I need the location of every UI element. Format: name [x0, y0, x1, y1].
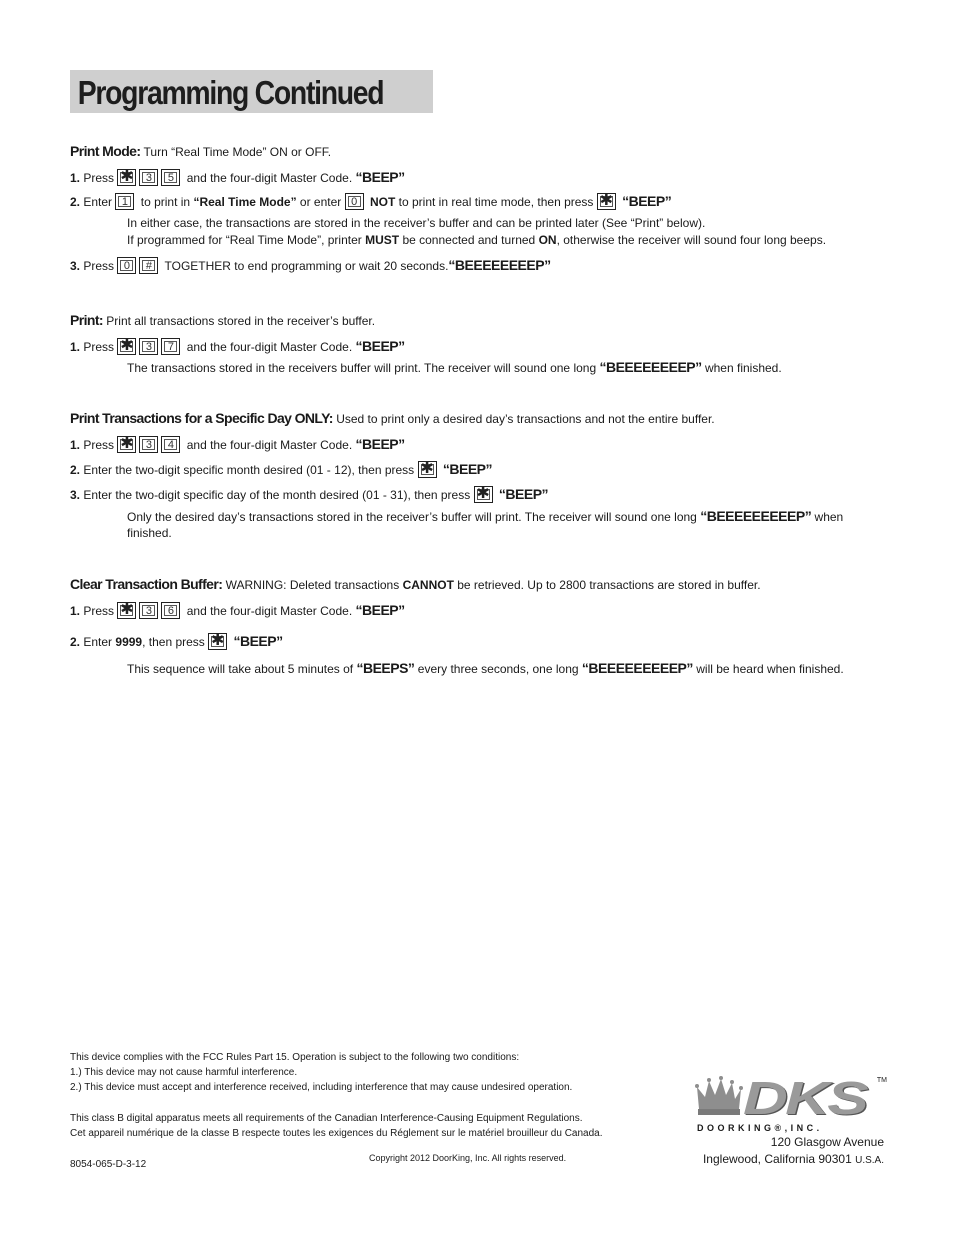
print-desc: Print all transactions stored in the receiver’s buffer. — [106, 314, 376, 328]
step-text: Press — [83, 438, 115, 452]
step-text: Enter — [83, 195, 113, 209]
beep-text: “BEEP” — [498, 486, 549, 502]
key-1-icon: 1 — [115, 193, 134, 210]
beep-text: “BEEP” — [442, 461, 492, 477]
print-heading-row — [70, 312, 375, 329]
print-mode-step-2 — [70, 193, 671, 210]
print-mode-step-3 — [70, 257, 551, 274]
star-key-icon: ✱ — [208, 633, 227, 650]
star-key-icon: ✱ — [117, 338, 136, 355]
step-text: to print in — [140, 195, 191, 209]
print-mode-heading: Print Mode: — [70, 143, 141, 159]
print-note: The transactions stored in the receivers buffer will print. The receiver will sound one long “BEEEEEEEEP” when finished. — [127, 359, 782, 375]
star-key-icon: ✱ — [117, 169, 136, 186]
print-day-step-1 — [70, 436, 405, 453]
print-mode-desc: Turn “Real Time Mode” ON or OFF. — [143, 145, 332, 159]
print-mode-heading-row — [70, 143, 331, 160]
clear-heading: Clear Transaction Buffer: — [70, 576, 223, 592]
clear-desc: WARNING: Deleted transactions — [225, 578, 400, 592]
step-text: Enter the two-digit specific day of the month desired (01 - 31), then press — [83, 488, 471, 502]
print-day-desc: Used to print only a desired day’s transactions and not the entire buffer. — [336, 412, 715, 426]
step-number: 3. — [70, 259, 81, 273]
star-key-icon: ✱ — [117, 602, 136, 619]
key-0-icon: 0 — [117, 257, 136, 274]
step-number: 1. — [70, 438, 81, 452]
step-number: 3. — [70, 488, 81, 502]
canada-notice: This class B digital apparatus meets all requirements of the Canadian Interference-Causing Equipment Regulations. Cet appareil numérique de la classe B respecte toutes les exigences du Réglement sur le matériel brouilleur du Canada. — [70, 1113, 603, 1139]
step-text: TOGETHER to end programming or wait 20 seconds. — [164, 259, 449, 273]
step-text: Press — [83, 259, 115, 273]
clear-step-1 — [70, 602, 405, 619]
print-mode-note-1: In either case, the transactions are stored in the receiver’s buffer and can be printed later (See “Print” below). — [127, 216, 706, 230]
clear-desc: be retrieved. Up to 2800 transactions are stored in buffer. — [457, 578, 761, 592]
key-4-icon: 4 — [161, 436, 180, 453]
step-text: , then press — [142, 635, 205, 649]
step-number: 2. — [70, 463, 81, 477]
address-line-2: Inglewood, California 90301 U.S.A. — [702, 1152, 884, 1166]
title-bar — [70, 70, 433, 113]
fcc-notice: This device complies with the FCC Rules Part 15. Operation is subject to the following two conditions: 1.) This device may not cause harmful interference. 2.) This device must accept and interference received, including interference that may cause undesired operation. — [70, 1052, 573, 1093]
not-label: NOT — [369, 195, 396, 209]
page-title: Programming Continued — [77, 74, 384, 111]
doc-number: 8054-065-D-3-12 — [70, 1159, 147, 1170]
print-mode-note-2: If programmed for “Real Time Mode”, printer MUST be connected and turned ON, otherwise the receiver will sound four long beeps. — [127, 233, 827, 247]
step-text: and the four-digit Master Code. — [186, 171, 353, 185]
beep-text: “BEEP” — [355, 602, 405, 618]
address-line-1: 120 Glasgow Avenue — [770, 1135, 884, 1149]
company-name: D O O R K I N G ® , I N C . — [697, 1123, 820, 1133]
step-text: to print in real time mode, then press — [398, 195, 594, 209]
key-3-icon: 3 — [139, 338, 158, 355]
beep-text: “BEEP” — [355, 436, 405, 452]
key-hash-icon: # — [139, 257, 158, 274]
doorking-logo — [695, 1073, 885, 1135]
cannot-label: CANNOT — [402, 578, 454, 592]
print-day-step-2 — [70, 461, 492, 478]
step-number: 1. — [70, 340, 81, 354]
star-key-icon: ✱ — [597, 193, 616, 210]
print-heading: Print: — [70, 312, 103, 328]
step-text: and the four-digit Master Code. — [186, 604, 353, 618]
print-step-1 — [70, 338, 405, 355]
key-3-icon: 3 — [139, 436, 158, 453]
step-number: 1. — [70, 171, 81, 185]
step-text: Press — [83, 604, 115, 618]
key-3-icon: 3 — [139, 169, 158, 186]
copyright: Copyright 2012 DoorKing, Inc. All rights reserved. — [369, 1153, 567, 1163]
step-text: Press — [83, 171, 115, 185]
beep-text: “BEEP” — [233, 633, 283, 649]
code-label: 9999 — [115, 635, 143, 649]
print-day-note: Only the desired day’s transactions stored in the receiver’s buffer will print. The receiver will sound one long “BEEEEEEEEEP” when — [127, 508, 844, 524]
beep-text: “BEEP” — [622, 193, 672, 209]
print-day-note-cont: finished. — [127, 526, 172, 540]
print-mode-step-1 — [70, 169, 405, 186]
step-text: and the four-digit Master Code. — [186, 340, 353, 354]
beep-text: “BEEEEEEEEP” — [448, 257, 551, 273]
print-day-heading: Print Transactions for a Specific Day ONLY: — [70, 410, 333, 426]
print-day-heading-row — [70, 410, 715, 427]
star-key-icon: ✱ — [474, 486, 493, 503]
star-key-icon: ✱ — [117, 436, 136, 453]
key-3-icon: 3 — [139, 602, 158, 619]
step-number: 2. — [70, 635, 81, 649]
step-text: or enter — [299, 195, 342, 209]
key-7-icon: 7 — [161, 338, 180, 355]
star-key-icon: ✱ — [418, 461, 437, 478]
key-5-icon: 5 — [161, 169, 180, 186]
key-0-icon: 0 — [345, 193, 364, 210]
trademark: TM — [876, 1077, 887, 1084]
clear-heading-row — [70, 576, 761, 593]
step-text: Enter the two-digit specific month desired (01 - 12), then press — [83, 463, 415, 477]
key-6-icon: 6 — [161, 602, 180, 619]
step-text: and the four-digit Master Code. — [186, 438, 353, 452]
clear-step-2 — [70, 633, 283, 650]
beep-text: “BEEP” — [355, 169, 405, 185]
step-number: 1. — [70, 604, 81, 618]
clear-note: This sequence will take about 5 minutes of “BEEPS” every three seconds, one long “BEEEEEEEEEP” will be heard when finished. — [127, 660, 844, 676]
real-time-mode-label: “Real Time Mode” — [193, 195, 297, 209]
step-text: Press — [83, 340, 115, 354]
step-text: Enter — [83, 635, 113, 649]
beep-text: “BEEP” — [355, 338, 405, 354]
print-day-step-3 — [70, 486, 548, 503]
step-number: 2. — [70, 195, 81, 209]
logo-wordmark: DKS — [743, 1072, 867, 1124]
